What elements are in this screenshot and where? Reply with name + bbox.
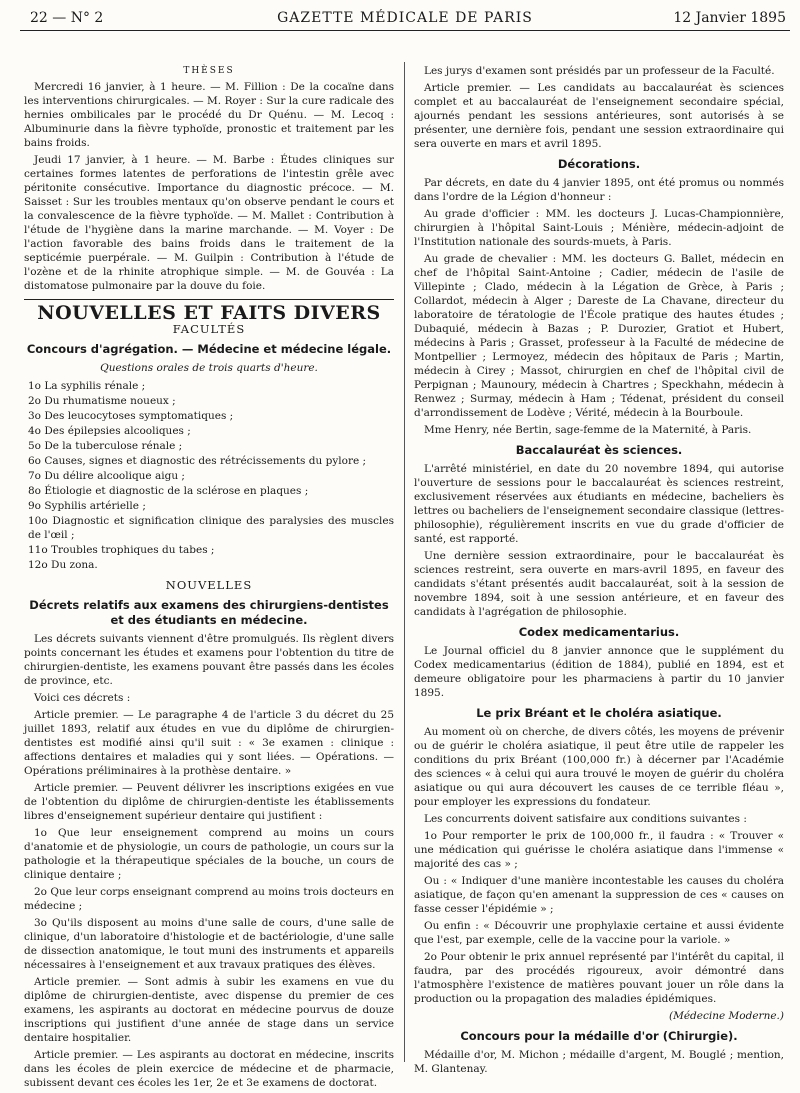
paragraph: Article premier. — Sont admis à subir les examens en vue du diplôme de chirurgien-dentiste, avec dispense du premier de ces examens, les aspirants au doctorat en médecine pourvus de douze inscriptions qui justifient d'une année de stage dans un service dentaire hospitalier. [24,976,394,1044]
paragraph: Mme Henry, née Bertin, sage-femme de la Maternité, à Paris. [424,424,752,436]
medaille-heading: Concours pour la médaille d'or (Chirurgie). [460,1029,738,1043]
source-citation: (Médecine Moderne.) [669,1010,784,1022]
left-column [24,64,394,1093]
paragraph: Au grade d'officier : MM. les docteurs J. Lucas-Championnière, chirurgien à l'hôpital Saint-Louis ; Ménière, médecin-adjoint de l'Institution nationale des sourds-muets, à Paris. [414,208,784,248]
issue-date: 12 Janvier 1895 [673,10,786,26]
paragraph: Une dernière session extraordinaire, pour le baccalauréat ès sciences restreint, sera ouverte en mars-avril 1895, en faveur des candidats s'étant présentés audit baccalauréat, soit à la session de novembre 1894, soit à une session antérieure, et en faveur des candidats à l'agrégation de philosophie. [414,550,784,618]
page-number: 22 — N° 2 [30,10,104,26]
decrets-heading: Décrets relatifs aux examens des chirurgiens-dentistes et des étudiants en médecine. [29,598,389,627]
paragraph: Le Journal officiel du 8 janvier annonce que le supplément du Codex medicamentarius (édition de 1884), publié en 1894, est et demeure obligatoire pour les pharmaciens à partir du 10 janvier 1895. [414,645,784,699]
list-item: 4o Des épilepsies alcooliques ; [28,425,191,437]
theses-wednesday: Mercredi 16 janvier, à 1 heure. — M. Fillion : De la cocaïne dans les interventions chirurgicales. — M. Royer : Sur la cure radicale des hernies ombilicales par le procédé du Dr Quénu. — M. Lecoq : Albuminurie dans la fièvre typhoïde, pronostic et traitement par les bains froids. [24,81,394,149]
list-item: 1o La syphilis rénale ; [28,380,146,392]
column-divider [404,62,405,1062]
paragraph: Les décrets suivants viennent d'être promulgués. Ils règlent divers points concernant les études et examens pour l'obtention du titre de chirurgien-dentiste, les examens pouvant être passés dans les écoles de province, etc. [24,633,394,687]
right-column [414,64,784,1079]
paragraph: Voici ces décrets : [34,692,131,704]
list-item: 3o Des leucocytoses symptomatiques ; [28,410,234,422]
section-rule [24,299,394,300]
paragraph: Médaille d'or, M. Michon ; médaille d'argent, M. Bouglé ; mention, M. Glantenay. [414,1049,784,1075]
paragraph: Article premier. — Les candidats au baccalauréat ès sciences complet et au baccalauréat de l'enseignement secondaire spécial, ajournés pendant les sessions antérieures, sont autorisés à se présenter, une dernière fois, pendant une session extraordinaire qui sera ouverte en mars et avril 1895. [414,82,784,150]
paragraph: Les concurrents doivent satisfaire aux conditions suivantes : [424,813,747,825]
paragraph: Ou : « Indiquer d'une manière incontestable les causes du choléra asiatique, de façon qu'en amenant la suppression de ces « causes on fasse cesser l'épidémie » ; [414,875,784,915]
paragraph: 2o Que leur corps enseignant comprend au moins trois docteurs en médecine ; [24,886,394,912]
list-item: 2o Du rhumatisme noueux ; [28,395,176,407]
paragraph: Au grade de chevalier : MM. les docteurs G. Ballet, médecin en chef de l'hôpital Saint-Antoine ; Cadier, médecin de l'asile de Villepinte ; Clado, médecin à la Légation de Grèce, à Paris ; Collardot, médecin à Alger ; Dareste de La Chavane, directeur du laboratoire de tératologie de l'École pratique des hautes études ; Dubaquié, médecin à Bazas ; P. Durozier, Gratiot et Hubert, médecins à Paris ; Grasset, professeur à la Faculté de médecine de Montpellier ; Lermoyez, médecin des hôpitaux de Paris ; Martin, médecin à Cirey ; Massot, chirurgien en chef de l'hôpital civil de Perpignan ; Maunoury, médecin à Chartres ; Speckhahn, médecin à Renwez ; Surmay, médecin à Ham ; Tédenat, président du conseil d'arrondissement de Lodève ; Vérité, médecin à la Bourboule. [414,253,784,419]
codex-heading: Codex medicamentarius. [518,625,680,639]
baccalaureat-heading: Baccalauréat ès sciences. [515,443,683,457]
list-item: 7o Du délire alcoolique aigu ; [28,470,185,482]
prix-breant-heading: Le prix Bréant et le choléra asiatique. [476,706,722,720]
paragraph: Les jurys d'examen sont présidés par un professeur de la Faculté. [424,65,775,77]
list-item: 10o Diagnostic et signification clinique des paralysies des muscles de l'œil ; [28,515,394,541]
paragraph: Article premier. — Les aspirants au doctorat en médecine, inscrits dans les écoles de plein exercice de médecine et de pharmacie, subissent devant ces écoles les 1er, 2e et 3e examens de doctorat. [24,1049,394,1089]
paragraph: Par décrets, en date du 4 janvier 1895, ont été promus ou nommés dans l'ordre de la Légion d'honneur : [414,177,784,203]
list-item: 6o Causes, signes et diagnostic des rétrécissements du pylore ; [28,455,367,467]
paragraph: 1o Que leur enseignement comprend au moins un cours d'anatomie et de physiologie, un cours de pathologie, un cours sur la pathologie et la thérapeutique spéciales de la bouche, un cours de clinique dentaire ; [24,827,394,881]
paragraph: 3o Qu'ils disposent au moins d'une salle de cours, d'une salle de clinique, d'un laboratoire d'histologie et de bactériologie, d'une salle de dissection anatomique, le tout muni des instruments et appareils nécessaires à l'enseignement et aux travaux pratiques des élèves. [24,917,394,971]
theses-heading: THÈSES [183,66,235,76]
list-item: 8o Étiologie et diagnostic de la sclérose en plaques ; [28,485,309,497]
paragraph: 2o Pour obtenir le prix annuel représenté par l'intérêt du capital, il faudra, par des procédés rigoureux, avoir démontré dans l'atmosphère l'existence de matières pouvant jouer un rôle dans la production ou la propagation des maladies épidémiques. [414,951,784,1005]
paragraph: Ou enfin : « Découvrir une prophylaxie certaine et aussi évidente que l'est, par exemple, celle de la vaccine pour la variole. » [414,920,784,946]
paragraph: Au moment où on cherche, de divers côtés, les moyens de prévenir ou de guérir le choléra asiatique, il peut être utile de rappeler les conditions du prix Bréant (100,000 fr.) à décerner par l'Académie des sciences « à celui qui aura trouvé le moyen de guérir du choléra asiatique ou qui aura découvert les causes de ce terrible fléau », pour employer les expressions du fondateur. [414,726,784,808]
paragraph: Article premier. — Le paragraphe 4 de l'article 3 du décret du 25 juillet 1893, relatif aux études en vue du diplôme de chirurgien-dentistes est modifié ainsi qu'il suit : « 3e examen : clinique : affections dentaires et maladies qui y sont liées. — Opérations. — Opérations préliminaires à la prothèse dentaire. » [24,709,394,777]
list-item: 12o Du zona. [28,559,98,571]
decorations-heading: Décorations. [557,157,641,171]
questions-list [24,379,394,572]
list-item: 5o De la tuberculose rénale ; [28,440,183,452]
theses-thursday: Jeudi 17 janvier, à 1 heure. — M. Barbe : Études cliniques sur certaines formes latentes de perforations de l'intestin grêle avec péritonite consécutive. Importance du diagnostic précoce. — M. Saisset : Sur les troubles mentaux qu'on observe pendant le cours et la convalescence de la fièvre typhoïde. — M. Mallet : Contribution à l'étude de l'hygiène dans la marine marchande. — M. Voyer : De l'action favorable des bains froids dans le traitement de la septicémie puerpérale. — M. Guilpin : Contribution à l'étude de l'ozène et de la rhinite atrophique simple. — M. de Gouvéa : La distomatose pulmonaire par la douve du foie. [24,154,394,292]
paragraph: 1o Pour remporter le prix de 100,000 fr., il faudra : « Trouver « une médication qui guérisse le choléra asiatique dans l'immense « majorité des cas » ; [414,830,784,870]
facultes-heading: FACULTÉS [172,322,246,336]
list-item: 9o Syphilis artérielle ; [28,500,146,512]
page-header [20,8,790,31]
nouvelles-heading: NOUVELLES [165,578,253,592]
list-item: 11o Troubles trophiques du tabes ; [28,544,215,556]
journal-title: GAZETTE MÉDICALE DE PARIS [277,10,533,26]
concours-heading: Concours d'agrégation. — Médecine et médecine légale. [26,342,392,356]
main-section-title: NOUVELLES ET FAITS DIVERS [37,302,381,324]
paragraph: Article premier. — Peuvent délivrer les inscriptions exigées en vue de l'obtention du diplôme de chirurgien-dentiste les établissements libres d'enseignement supérieur dentaire qui justifient : [24,782,394,822]
questions-subtitle: Questions orales de trois quarts d'heure. [100,362,318,374]
paragraph: L'arrêté ministériel, en date du 20 novembre 1894, qui autorise l'ouverture de sessions pour le baccalauréat ès sciences restreint, exclusivement réservées aux étudiants en médecine, bacheliers ès lettres ou bacheliers de l'enseignement secondaire classique (lettres-philosophie), régulièrement inscrits en vue du grade d'officier de santé, est rapporté. [414,463,784,545]
